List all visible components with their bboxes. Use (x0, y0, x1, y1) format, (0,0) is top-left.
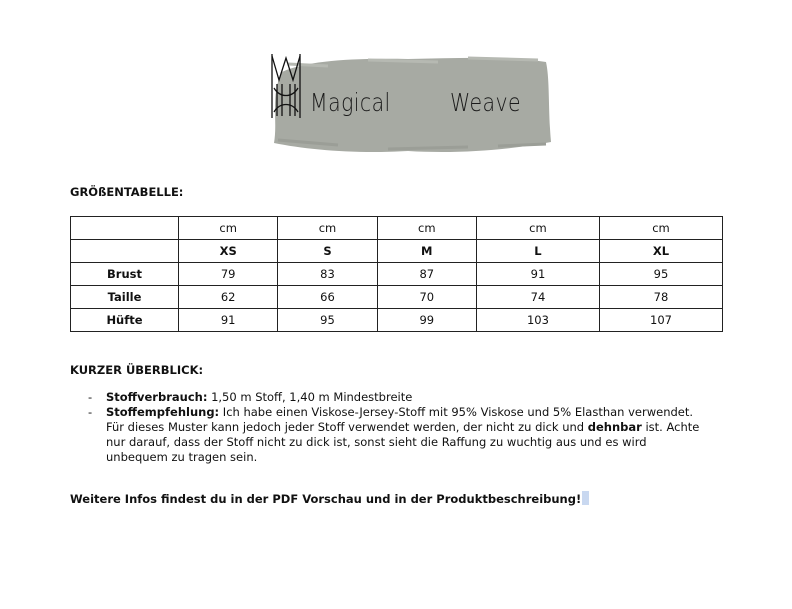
table-cell: 107 (599, 309, 722, 332)
table-cell: S (278, 240, 377, 263)
table-cell: M (377, 240, 476, 263)
list-item (88, 390, 703, 405)
table-cell: 78 (599, 286, 722, 309)
overview-heading: KURZER ÜBERBLICK: (70, 363, 204, 377)
table-cell (71, 240, 179, 263)
footer-note-text: Weitere Infos findest du in der PDF Vorschau und in der Produktbeschreibung! (70, 492, 582, 506)
list-item-text-after: ist. Achte nur darauf, dass der Stoff nicht zu dick ist, sonst sieht die Raffung zu wuchtig aus und es wird unbequem zu tragen sein. (106, 420, 700, 464)
logo-text-left: Magical (310, 88, 391, 117)
table-row (71, 309, 723, 332)
row-label: Taille (71, 286, 179, 309)
list-item-emphasis: dehnbar (587, 420, 642, 434)
list-dash: - (88, 405, 93, 419)
weave-mark-icon (268, 50, 304, 122)
overview-list (88, 390, 703, 465)
table-cell: 74 (476, 286, 599, 309)
table-row (71, 286, 723, 309)
logo-text-right: Weave (450, 88, 522, 117)
table-cell: cm (476, 217, 599, 240)
table-cell: 62 (179, 286, 278, 309)
table-cell: cm (377, 217, 476, 240)
table-cell: XL (599, 240, 722, 263)
table-cell: 99 (377, 309, 476, 332)
size-row (71, 240, 723, 263)
list-item-term: Stoffverbrauch: (106, 390, 208, 404)
table-cell: 79 (179, 263, 278, 286)
table-cell: 91 (179, 309, 278, 332)
unit-row (71, 217, 723, 240)
table-cell: 87 (377, 263, 476, 286)
row-label: Hüfte (71, 309, 179, 332)
table-cell: 91 (476, 263, 599, 286)
row-label: Brust (71, 263, 179, 286)
table-cell: 103 (476, 309, 599, 332)
text-cursor (582, 491, 589, 505)
list-item-text: Ich habe einen Viskose-Jersey-Stoff mit 95% Viskose und 5% Elasthan verwendet. Für dieses Muster kann jedoch jeder Stoff verwendet werden, der nicht zu dick und (106, 405, 694, 434)
table-row (71, 263, 723, 286)
list-item-text: 1,50 m Stoff, 1,40 m Mindestbreite (207, 390, 413, 404)
list-item-term: Stoffempfehlung: (106, 405, 220, 419)
size-table-heading: GRÖßENTABELLE: (70, 185, 184, 199)
table-cell: L (476, 240, 599, 263)
size-table (70, 216, 723, 332)
table-cell: 83 (278, 263, 377, 286)
table-cell: 95 (599, 263, 722, 286)
list-item (88, 405, 703, 465)
table-cell: 70 (377, 286, 476, 309)
table-cell: cm (599, 217, 722, 240)
table-cell: cm (278, 217, 377, 240)
table-cell: 66 (278, 286, 377, 309)
table-cell: 95 (278, 309, 377, 332)
table-cell: cm (179, 217, 278, 240)
table-cell: XS (179, 240, 278, 263)
list-dash: - (88, 390, 93, 404)
footer-note (70, 491, 589, 506)
table-cell (71, 217, 179, 240)
brand-logo (268, 50, 552, 158)
